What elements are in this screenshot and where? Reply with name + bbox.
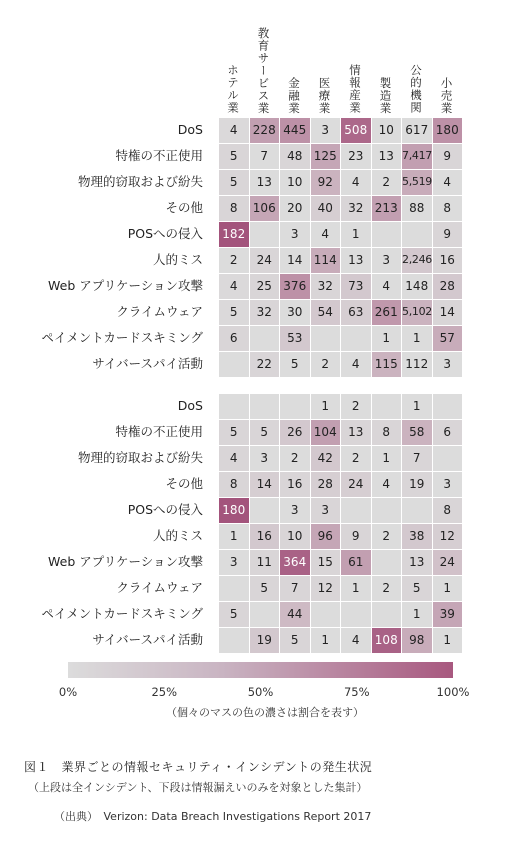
- heatmap-cell: 9: [433, 222, 463, 247]
- heatmap-cell: 25: [250, 274, 280, 299]
- heatmap-cell: [372, 602, 402, 627]
- heatmap-cell: 2: [280, 446, 310, 471]
- heatmap-cell: 1: [341, 222, 371, 247]
- column-header: 小売業: [439, 76, 454, 114]
- heatmap-cell: 42: [311, 446, 341, 471]
- heatmap-cell: 8: [219, 472, 249, 497]
- heatmap-cell: 32: [341, 196, 371, 221]
- heatmap-cell: 1: [433, 576, 463, 601]
- heatmap-cell: 1: [219, 524, 249, 549]
- heatmap-cell: [433, 394, 463, 419]
- row-label: クライムウェア: [116, 580, 203, 595]
- row-label: Web アプリケーション攻撃: [48, 278, 203, 293]
- heatmap-cell: 38: [402, 524, 432, 549]
- heatmap-cell: 98: [402, 628, 432, 653]
- heatmap-cell: [311, 602, 341, 627]
- heatmap-cell: 14: [433, 300, 463, 325]
- row-label: その他: [165, 200, 203, 215]
- heatmap-cell: 53: [280, 326, 310, 351]
- row-label: サイバースパイ活動: [92, 632, 203, 647]
- heatmap-cell: [402, 222, 432, 247]
- heatmap-cell: 96: [311, 524, 341, 549]
- heatmap-cell: 4: [311, 222, 341, 247]
- heatmap-cell: 1: [402, 602, 432, 627]
- heatmap-cell: 92: [311, 170, 341, 195]
- heatmap-cell: 5,102: [402, 300, 432, 325]
- legend-tick: 50%: [247, 685, 274, 699]
- column-header: 情報産業: [348, 64, 362, 114]
- heatmap-cell: [250, 602, 280, 627]
- heatmap-cell: 445: [280, 118, 310, 143]
- heatmap-cell: 19: [250, 628, 280, 653]
- heatmap-cell: 3: [311, 498, 341, 523]
- heatmap-cell: 40: [311, 196, 341, 221]
- heatmap-cell: 1: [341, 576, 371, 601]
- row-label: 特権の不正使用: [115, 424, 203, 439]
- heatmap-cell: 1: [402, 394, 432, 419]
- heatmap-cell: [372, 222, 402, 247]
- heatmap-cell: 24: [250, 248, 280, 273]
- row-label: 人的ミス: [152, 528, 203, 543]
- heatmap-cell: 213: [372, 196, 402, 221]
- heatmap-cell: [402, 498, 432, 523]
- heatmap-cell: 3: [372, 248, 402, 273]
- heatmap-cell: 4: [372, 472, 402, 497]
- column-header: ホテル業: [226, 64, 240, 114]
- heatmap-cell: 32: [250, 300, 280, 325]
- heatmap-cell: 15: [311, 550, 341, 575]
- heatmap-cell: 58: [402, 420, 432, 445]
- heatmap-cell: 180: [219, 498, 249, 523]
- heatmap-cell: 28: [311, 472, 341, 497]
- heatmap-cell: 4: [341, 170, 371, 195]
- heatmap-cell: 104: [311, 420, 341, 445]
- heatmap-cell: 44: [280, 602, 310, 627]
- heatmap-cell: 19: [402, 472, 432, 497]
- legend-tick: 25%: [151, 685, 178, 699]
- heatmap-cell: 5: [402, 576, 432, 601]
- heatmap-cell: 8: [372, 420, 402, 445]
- heatmap-cell: 24: [341, 472, 371, 497]
- figure-source: （出典） Verizon: Data Breach Investigations Report 2017: [54, 810, 372, 823]
- heatmap-cell: 2: [341, 446, 371, 471]
- heatmap-cell: [280, 394, 310, 419]
- heatmap-cell: 28: [433, 274, 463, 299]
- heatmap-cell: 13: [341, 420, 371, 445]
- heatmap-cell: 8: [219, 196, 249, 221]
- heatmap-cell: 3: [433, 352, 463, 377]
- heatmap-cell: 73: [341, 274, 371, 299]
- heatmap-cell: 10: [280, 170, 310, 195]
- heatmap-cell: [219, 576, 249, 601]
- heatmap-cell: [250, 394, 280, 419]
- heatmap-cell: 3: [250, 446, 280, 471]
- heatmap-cell: 2: [219, 248, 249, 273]
- legend-note: （個々のマスの色の濃さは割合を表す）: [166, 706, 364, 719]
- heatmap-cell: [372, 550, 402, 575]
- column-header: 教育サービス業: [256, 26, 271, 114]
- heatmap-cell: 228: [250, 118, 280, 143]
- heatmap-cell: 106: [250, 196, 280, 221]
- heatmap-cell: 2: [372, 576, 402, 601]
- heatmap-cell: 5: [280, 352, 310, 377]
- heatmap-cell: 114: [311, 248, 341, 273]
- column-header: 医療業: [317, 76, 332, 114]
- heatmap-cell: 4: [341, 352, 371, 377]
- heatmap-cell: 508: [341, 118, 371, 143]
- heatmap-cell: 11: [250, 550, 280, 575]
- heatmap-cell: 112: [402, 352, 432, 377]
- heatmap-cell: 7: [250, 144, 280, 169]
- legend-tick: 100%: [436, 685, 470, 699]
- heatmap-cell: 48: [280, 144, 310, 169]
- heatmap-cell: [433, 446, 463, 471]
- heatmap-cell: 14: [250, 472, 280, 497]
- heatmap-cell: 108: [372, 628, 402, 653]
- row-label: クライムウェア: [116, 304, 203, 319]
- row-label: ペイメントカードスキミング: [41, 606, 203, 621]
- heatmap-cell: [372, 498, 402, 523]
- heatmap-cell: 26: [280, 420, 310, 445]
- heatmap-cell: 13: [250, 170, 280, 195]
- heatmap-cell: 10: [372, 118, 402, 143]
- heatmap-cell: 30: [280, 300, 310, 325]
- heatmap-cell: 182: [219, 222, 249, 247]
- heatmap-cell: 617: [402, 118, 432, 143]
- row-label: 特権の不正使用: [115, 148, 203, 163]
- row-label: DoS: [177, 398, 203, 413]
- heatmap-cell: [341, 498, 371, 523]
- column-header: 金融業: [287, 76, 301, 114]
- row-label: POSへの侵入: [127, 502, 203, 517]
- heatmap-cell: 39: [433, 602, 463, 627]
- heatmap-cell: 2,246: [402, 248, 432, 273]
- heatmap-cell: 5: [219, 144, 249, 169]
- heatmap-cell: 4: [219, 274, 249, 299]
- heatmap-cell: 13: [402, 550, 432, 575]
- heatmap-cell: 376: [280, 274, 310, 299]
- heatmap-cell: 63: [341, 300, 371, 325]
- heatmap-cell: 4: [219, 446, 249, 471]
- heatmap-cell: [372, 394, 402, 419]
- column-header: 公的機関: [409, 64, 423, 114]
- heatmap-cell: 8: [433, 498, 463, 523]
- heatmap-cell: [219, 628, 249, 653]
- row-label: DoS: [177, 122, 203, 137]
- column-header: 製造業: [378, 76, 393, 114]
- legend-color-scale: [68, 662, 453, 678]
- heatmap-cell: 5: [250, 576, 280, 601]
- heatmap-cell: 4: [433, 170, 463, 195]
- figure-caption-title: 図１ 業界ごとの情報セキュリティ・インシデントの発生状況: [24, 760, 373, 774]
- heatmap-cell: 13: [372, 144, 402, 169]
- heatmap-cell: 5: [280, 628, 310, 653]
- heatmap-cell: 61: [341, 550, 371, 575]
- heatmap-cell: 4: [219, 118, 249, 143]
- heatmap-cell: 6: [433, 420, 463, 445]
- heatmap-cell: 7: [402, 446, 432, 471]
- heatmap-cell: 12: [311, 576, 341, 601]
- heatmap-cell: 24: [433, 550, 463, 575]
- row-label: Web アプリケーション攻撃: [48, 554, 203, 569]
- heatmap-cell: 261: [372, 300, 402, 325]
- heatmap-cell: [219, 352, 249, 377]
- heatmap-cell: [341, 602, 371, 627]
- figure-caption-subtitle: （上段は全インシデント、下段は情報漏えいのみを対象とした集計）: [28, 781, 368, 794]
- row-label: POSへの侵入: [127, 226, 203, 241]
- heatmap-cell: 4: [372, 274, 402, 299]
- heatmap-cell: 3: [280, 222, 310, 247]
- heatmap-cell: 12: [433, 524, 463, 549]
- heatmap-cell: 9: [341, 524, 371, 549]
- heatmap-cell: 16: [433, 248, 463, 273]
- heatmap-cell: 14: [280, 248, 310, 273]
- heatmap-cell: 22: [250, 352, 280, 377]
- heatmap-cell: 3: [311, 118, 341, 143]
- heatmap-cell: 57: [433, 326, 463, 351]
- heatmap-cell: 20: [280, 196, 310, 221]
- heatmap-cell: [219, 394, 249, 419]
- heatmap-cell: 7: [280, 576, 310, 601]
- row-label: サイバースパイ活動: [92, 356, 203, 371]
- row-label: 物理的窃取および紛失: [77, 450, 203, 465]
- heatmap-cell: 16: [280, 472, 310, 497]
- heatmap-cell: 1: [311, 394, 341, 419]
- heatmap-cell: 5: [219, 602, 249, 627]
- heatmap-cell: 32: [311, 274, 341, 299]
- heatmap-cell: 5: [219, 300, 249, 325]
- heatmap-cell: 2: [372, 524, 402, 549]
- heatmap-cell: 148: [402, 274, 432, 299]
- heatmap-cell: 180: [433, 118, 463, 143]
- legend-tick: 75%: [343, 685, 370, 699]
- row-label: ペイメントカードスキミング: [41, 330, 203, 345]
- row-label: その他: [165, 476, 203, 491]
- heatmap-cell: 88: [402, 196, 432, 221]
- heatmap-cell: 5: [219, 420, 249, 445]
- heatmap-cell: 3: [280, 498, 310, 523]
- heatmap-cell: [311, 326, 341, 351]
- heatmap-cell: 8: [433, 196, 463, 221]
- heatmap-cell: 3: [433, 472, 463, 497]
- heatmap-cell: 5: [250, 420, 280, 445]
- heatmap-cell: 2: [341, 394, 371, 419]
- heatmap-cell: [250, 222, 280, 247]
- heatmap-cell: 16: [250, 524, 280, 549]
- heatmap-cell: 2: [311, 352, 341, 377]
- heatmap-cell: 125: [311, 144, 341, 169]
- heatmap-cell: 13: [341, 248, 371, 273]
- heatmap-cell: 1: [372, 446, 402, 471]
- heatmap-cell: 1: [311, 628, 341, 653]
- heatmap-cell: 364: [280, 550, 310, 575]
- heatmap-cell: 9: [433, 144, 463, 169]
- heatmap-cell: 1: [402, 326, 432, 351]
- heatmap-cell: 54: [311, 300, 341, 325]
- heatmap-cell: [250, 326, 280, 351]
- heatmap-cell: 7,417: [402, 144, 432, 169]
- heatmap-cell: 1: [372, 326, 402, 351]
- heatmap-cell: 4: [341, 628, 371, 653]
- heatmap-cell: 6: [219, 326, 249, 351]
- heatmap-cell: 23: [341, 144, 371, 169]
- heatmap-cell: 2: [372, 170, 402, 195]
- heatmap-cell: 10: [280, 524, 310, 549]
- heatmap-cell: 3: [219, 550, 249, 575]
- row-label: 物理的窃取および紛失: [77, 174, 203, 189]
- heatmap-cell: 1: [433, 628, 463, 653]
- heatmap-cell: 5,519: [402, 170, 432, 195]
- heatmap-cell: 115: [372, 352, 402, 377]
- heatmap-cell: 5: [219, 170, 249, 195]
- row-label: 人的ミス: [152, 252, 203, 267]
- legend-tick: 0%: [58, 685, 78, 699]
- heatmap-cell: [341, 326, 371, 351]
- heatmap-cell: [250, 498, 280, 523]
